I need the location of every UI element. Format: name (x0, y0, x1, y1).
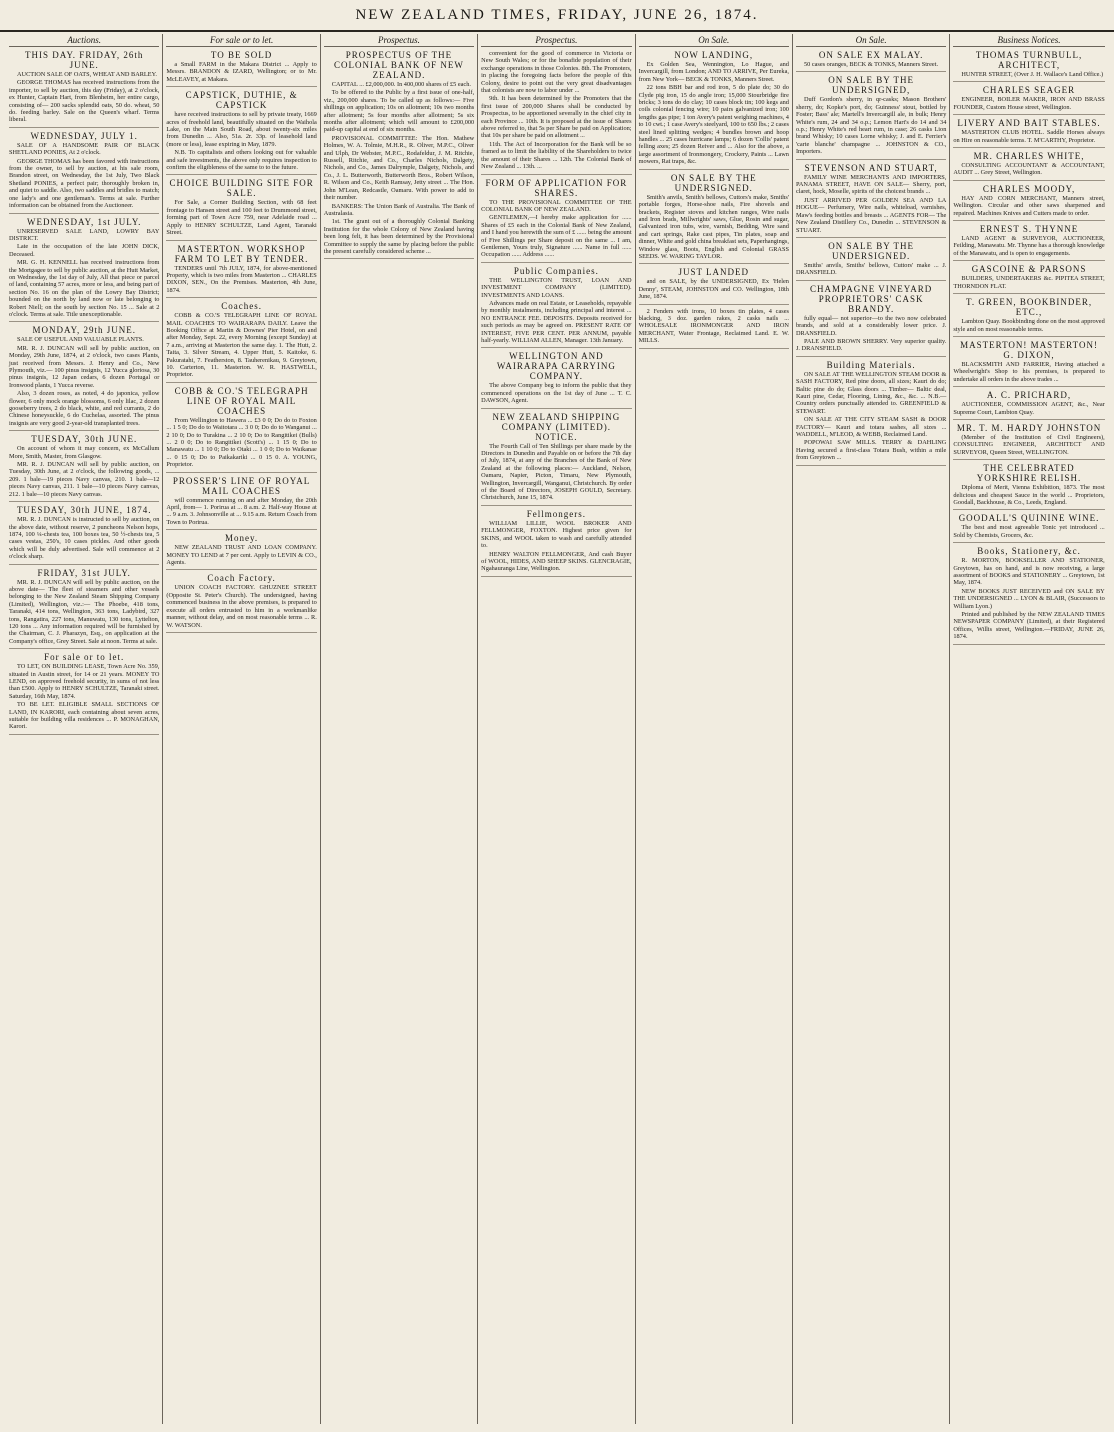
ad-text: TO LET, ON BUILDING LEASE, Town Acre No. 359, situated in Austin street, for 14 or 21 years. MONEY TO LEND, on approved freehold security, in sums of not less than £500. Apply to HENRY SCHULTZE, Taranaki street. Saturday, 16th May, 1874. (9, 663, 160, 700)
ad-text: Also, 3 dozen roses, as noted, 4 do japonica, yellow flower, 6 only mock orange blossoms, 6 only lilac, 2 dozen gooseberry trees, 2 do black, white, and red currants, 2 do Chinese honeysuckle, 6 do Cuchelaa, assorted. The pinus insignis are very good 2-year-old transplanted trees. (9, 390, 160, 427)
ad-heading: STEVENSON AND STUART, (804, 162, 938, 173)
advertisement (953, 513, 1104, 543)
ad-text: The best and most agreeable Tonic yet introduced ... Sold by Chemists, Grocers, &c. (953, 524, 1105, 539)
ad-text: Diploma of Merit, Vienna Exhibition, 1873. The most delicious and cheapest Sauce in the world ... Proprietors, Goodall, Backhouse, & Co., Leeds, England. (953, 484, 1105, 506)
ad-heading: ON SALE BY THE UNDERSIGNED. (670, 172, 757, 193)
ad-heading: NEW ZEALAND SHIPPING COMPANY (LIMITED). NOTICE. (492, 411, 621, 442)
ad-heading: PROSSER'S LINE OF ROYAL MAIL COACHES (172, 475, 311, 496)
ad-heading: LIVERY AND BAIT STABLES. (957, 118, 1101, 129)
ad-heading: FORM OF APPLICATION FOR SHARES. (485, 177, 628, 198)
ad-text: Duff Gordon's sherry, in qr-casks; Mason Brothers' sherry, do; Kopke's port, do; Guinness' stout, bottled by Foster; Bass' ale; Martell's Invercargill ale, in bulk; Henry White's rum, 24 and 34 o.p.; Lemon Hart's do 14 and 34 o.p.; Henry White's red heart rum, in case; 26 casks Lion brand Whisky; 10 cases Lorne whisky; J. and E. Ferrier's 'carte blanche' champagne ... JOHNSTON & CO., Importers. (795, 96, 947, 156)
ad-text: BUILDERS, UNDERTAKERS &c. PIPITEA STREET, THORNDON FLAT. (953, 275, 1105, 290)
ad-heading: THIS DAY. FRIDAY, 26th JUNE. (25, 50, 144, 70)
ad-heading: COBB & CO.'S TELEGRAPH LINE OF ROYAL MAIL COACHES (174, 385, 309, 416)
ad-text: ON SALE AT THE WELLINGTON STEAM DOOR & SASH FACTORY, Red pine doors, all sizes; Kauri do do; Baltic pine do do; Glass doors ... Timber— Baltic deal, Kauri pine, Cedar, Flooring, Lining, &c., &c. ... N.B.—Country orders punctually attended to. GREENFIELD & STEWART. (795, 370, 947, 415)
advertisement (166, 476, 316, 531)
ad-text: On account of whom it may concern, ex McCallum More, Smith, Master, from Glasgow. (9, 445, 160, 460)
advertisement (9, 50, 159, 128)
ad-text: TO BE LET. ELIGIBLE SMALL SECTIONS OF LAND, IN KARORI, each containing about seven acres, suitable for building villa residences ... P. MONAGHAN, Karori. (9, 701, 160, 731)
advertisement (953, 546, 1104, 644)
ad-heading: Public Companies. (513, 265, 599, 276)
section-heading: For sale or to let. (166, 34, 316, 47)
advertisement (796, 50, 946, 72)
masthead: NEW ZEALAND TIMES, FRIDAY, JUNE 26, 1874. (0, 0, 1114, 32)
ad-heading: TUESDAY, 30th JUNE. (31, 434, 138, 445)
ad-text: R. MORTON, BOOKSELLER AND STATIONER, Greytown, has on hand, and is now receiving, a large assortment of BOOKS and STATIONERY ... Greytown, 1st May, 1874. (953, 557, 1105, 587)
ad-text: CAPITAL ... £2,000,000. In 400,000 shares of £5 each. (331, 81, 471, 88)
advertisement (953, 463, 1104, 510)
ad-text: 22 tons BBH bar and rod iron, 5 do plate do; 30 do Clyde pig iron, 15 do angle iron; 15,000 Stourbridge fire bricks; 3 tons do do clay; 10 cases block tin; 100 kegs and coils colonial fencing wire; 10 pairs galvanized iron; 100 lengths gas pipe; 1 ton Avery's patent weighing machines, 4 to 10 cwt.; 1 case Avery's steelyard, 100 to 650 lbs.; 2 cases steel lined splitting wedges; 4 bundles brown and hoop handles ... 25 cases hurricane lamps; 6 dozen 'Collis' patent felling axes; 25 dozen Reiver and ... Also for the above, a large assortment of Ironmongery, Crockery, Paints ... Lawn mowers, Rat traps, &c. (638, 84, 789, 166)
advertisement (166, 178, 316, 240)
ad-heading: JUST LANDED (678, 267, 750, 278)
ad-text: MR. R. J. DUNCAN will sell by public auction, on Tuesday, 30th June, at 2 o'clock, the following goods, ... 209. 1 bale—19 pieces Navy canvas, 210. 1 bale—12 pieces Navy canvas, 211. 1 bale—10 pieces Navy canvas, 212. 1 bale—10 pieces Navy canvas. (9, 461, 160, 498)
ad-text: COBB & CO.'S TELEGRAPH LINE OF ROYAL MAIL COACHES TO WAIRARAPA DAILY. Leave the Booking Office at Martin & Downes' Pier Hotel, on and after Monday, Sept. 22, every Morning (except Sunday) at 7 a.m., arriving at Masterton the same day. 1. The Hutt, 2. Taita, 3. Silver Stream, 4. Upper Hutt, 5. Kaitoke, 6. Pakuratahi, 7. Featherston, 8. Tauherenikau, 9. Greytown, 10. Carterton, 11. Masterton. W. R. HASTWELL, Proprietor. (166, 312, 317, 379)
ad-text: 1st. The grant out of a thoroughly Colonial Banking Institution for the whole Colony of New Zealand having been long felt, it has been determined by the Provisional Committee to supply the same by placing before the public the present carefully considered scheme ... (323, 218, 475, 255)
column (6, 34, 163, 1424)
ad-heading: PROSPECTUS OF THE COLONIAL BANK OF NEW ZEALAND. (334, 50, 464, 80)
ad-text: a Small FARM in the Makara District ... Apply to Messrs. BRANDON & IZARD, Wellington; or to Mr. McLEAVEY, at Makara. (166, 61, 317, 83)
column (163, 34, 320, 1424)
advertisement (953, 184, 1104, 221)
ad-text: will commence running on and after Monday, the 20th April, from— 1. Porirua at ... 8 a.m. 2. Half-way House at ... 9 a.m. 3. Johnsonville at ... 9.15 a.m. Return Coach from Town to Porirua. (166, 496, 317, 526)
advertisement (796, 360, 946, 466)
ad-text: BANKERS: The Union Bank of Australia. The Bank of Australasia. (323, 202, 475, 217)
section-heading: Auctions. (9, 34, 159, 47)
ad-heading: MASTERTON. WORKSHOP FARM TO LET BY TENDER. (174, 243, 309, 264)
ad-heading: TUESDAY, 30th JUNE, 1874. (16, 505, 152, 516)
ad-heading: ERNEST S. THYNNE (979, 224, 1079, 235)
ad-text: Advances made on real Estate, or Leaseholds, repayable by monthly instalments, including principal and interest ... NO ENTRANCE FEE. DEPOSITS. Deposits received for such periods as may be agreed on. PRESENT RATE OF INTEREST, FIVE PER CENT. PER ANNUM, payable half-yearly. WILLIAM ALLEN, Manager. 13th January. (481, 299, 632, 344)
ad-text: Late in the occupation of the late JOHN DICK, Deceased. (9, 243, 160, 258)
ad-text: Printed and published by the NEW ZEALAND TIMES NEWSPAPER COMPANY (Limited), at their Registered Offices, Willis street, Wellington.—FRIDAY, JUNE 26, 1874. (953, 611, 1105, 641)
ad-text: fully equal— not superior—to the two now celebrated brands, and sold at a considerably lower price. J. DRANSFIELD. (795, 314, 947, 337)
ad-text: FAMILY WINE MERCHANTS AND IMPORTERS, PANAMA STREET, HAVE ON SALE— Sherry, port, claret, hock, Moselle, spirits of the choicest brands ... (795, 173, 947, 196)
advertisement (481, 178, 631, 263)
column (950, 34, 1107, 1424)
ad-heading: GOODALL'S QUININE WINE. (958, 513, 1100, 524)
advertisement (639, 308, 789, 349)
ad-text: MR. R. J. DUNCAN will sell by public auction, on the above date— The fleet of steamers and other vessels belonging to the New Zealand Steam Shipping Company (Limited), Wellington, viz.:— The Phoebe, 418 tons, Taranaki, 414 tons, Wellington, 363 tons, Ladybird, 327 tons, Rangatira, 227 tons, Manuwatu, 130 tons, Lyttelton, 120 tons ... Any information required will be furnished by the Chairman, C. J. Pharazyn, Esq., on application at the Company's office, Grey Street. Sale at noon. Terms at sale. (9, 578, 160, 645)
ad-heading: ON SALE BY THE UNDERSIGNED. (828, 240, 915, 261)
ad-heading: CHOICE BUILDING SITE FOR SALE. (169, 178, 314, 199)
ad-heading: CAPSTICK, DUTHIE, & CAPSTICK (185, 90, 298, 111)
ad-heading: MONDAY, 29th JUNE. (32, 325, 136, 336)
advertisement (639, 50, 789, 170)
newspaper-columns (6, 34, 1108, 1424)
advertisement (9, 131, 159, 214)
ad-text: LAND AGENT & SURVEYOR, AUCTIONEER, Feilding, Manawatu. Mr. Thynne has a thorough knowledge of the Manawatu, and is open to engagements. (953, 235, 1105, 257)
ad-text: NEW BOOKS JUST RECEIVED and ON SALE BY THE UNDERSIGNED ... LYON & BLAIR, (Successors to William Lyon.) (953, 587, 1105, 610)
ad-text: have received instructions to sell by private treaty, 1669 acres of freehold land, beautifully situated on the Waihola Lake, on the Main South Road, about twenty-six miles from Dunedin ... Also, 51a. 2r. 33p. of leasehold land (more or less), lease expiring in May, 1879. (166, 111, 317, 148)
advertisement (953, 423, 1104, 460)
ad-text: PALE AND BROWN SHERRY. Very superior quality. J. DRANSFIELD. (795, 337, 947, 353)
ad-heading: A. C. PRICHARD, (986, 390, 1072, 401)
ad-text: BLACKSMITH AND FARRIER, Having attached a Wheelwright's Shop to his premises, is prepared to undertake all orders in the above trades ... (953, 360, 1105, 383)
ad-text: WILLIAM LILLIE, WOOL BROKER AND FELLMONGER, FOXTON. Highest price given for SKINS, and WOOL taken to wash and carefully attended to. (481, 519, 632, 550)
advertisement (481, 412, 631, 506)
ad-text: HENRY WALTON FELLMONGER, And cash Buyer of WOOL, HIDES, AND SHEEP SKINS. GLENCRAGIE, Ngahauranga Line, Wellington. (481, 550, 632, 573)
advertisement (481, 509, 631, 577)
ad-heading: WELLINGTON AND WAIRARAPA CARRYING COMPANY. (496, 351, 616, 382)
ad-heading: MASTERTON! MASTERTON! G. DIXON, (960, 339, 1098, 360)
ad-heading: TO BE SOLD (210, 50, 273, 60)
advertisement (953, 390, 1104, 420)
advertisement (9, 652, 159, 735)
ad-text: Ex Golden Sea, Wennington, Lo Hague, and Invercargill, from London; AND TO ARRIVE, Per Eureka, from New York— BECK & TONKS, Manners Street. (638, 61, 789, 83)
ad-text: MR. G. H. KENNELL has received instructions from the Mortgagee to sell by public auction, at the Hutt Market, on Wednesday, the 1st day of July, All that piece or parcel of land, containing 57 acres, more or less, and being part of section No. 16 on the plan of the Lowry Bay District; bounded on the north by land now or late belonging to Robert Niell; on the south by section No. 15 ... Sale at 2 o'clock. Terms at sale. Title unexceptionable. (9, 259, 160, 318)
ad-heading: MR. CHARLES WHITE, (973, 151, 1085, 162)
ad-text: 9th. It has been determined by the Promoters that the first issue of 200,000 Shares shall be conducted by Prospectus, to be apportioned severally in the chief city in each Province ... 10th. It is proposed at the issue of Shares above referred to, that 5s per Share be paid on Application; that 10s per share be paid on allotment ... (481, 95, 632, 140)
advertisement (9, 505, 159, 564)
ad-text: N.B. To capitalists and others looking out for valuable and safe investments, the above only requires inspection to confirm the eligibleness of the same to to the future. (166, 149, 317, 172)
ad-heading: ON SALE BY THE UNDERSIGNED, (828, 75, 915, 96)
advertisement (953, 224, 1104, 261)
ad-text: Lambton Quay. Bookbinding done on the most approved style and on most reasonable terms. (953, 318, 1105, 333)
ad-text: UNION COACH FACTORY. GHUZNEE STREET (Opposite St. Peter's Church). The undersigned, having commenced business in the above premises, is prepared to execute all orders entrusted to him in a workmanlike manner, without delay, and on most reasonable terms ... R. W. WATSON. (166, 584, 317, 629)
ad-text: MASTERTON CLUB HOTEL. Saddle Horses always on Hire on reasonable terms. T. M'CARTHY, Proprietor. (953, 129, 1105, 144)
ad-text: ENGINEER, BOILER MAKER, IRON AND BRASS FOUNDER, Custom House street, Wellington. (953, 96, 1105, 111)
advertisement (953, 264, 1104, 294)
advertisement (953, 118, 1104, 148)
advertisement (166, 301, 316, 383)
ad-text: NEW ZEALAND TRUST AND LOAN COMPANY. MONEY TO LEND at 7 per cent. Apply to LEVIN & CO., Agents. (166, 544, 317, 567)
ad-heading: Coaches. (221, 301, 262, 312)
advertisement (953, 85, 1104, 115)
ad-heading: Coach Factory. (207, 573, 276, 584)
section-heading: Prospectus. (481, 34, 631, 47)
ad-text: 11th. The Act of Incorporation for the Bank will be so framed as to limit the liability of the Shareholders to twice the amount of their Shares ... 12th. The Colonial Bank of New Zealand ... 13th. ... (481, 140, 632, 171)
ad-heading: WEDNESDAY, 1st JULY. (26, 216, 142, 227)
advertisement (166, 90, 316, 175)
ad-text: AUCTION SALE OF OATS, WHEAT AND BARLEY. (17, 71, 157, 78)
ad-text: and on SALE, by the UNDERSIGNED, Ex 'Helen Denny', STEAM, JOHNSTON and CO. Wellington, 18th June, 1874. (638, 278, 789, 301)
column (636, 34, 793, 1424)
ad-text: SALE OF USEFUL AND VALUABLE PLANTS. (17, 336, 144, 344)
section-heading: On Sale. (796, 34, 946, 47)
ad-text: JUST ARRIVED PER GOLDEN SEA AND LA HOGUE— Perfumery, Wire nails, whiteload, varnishes, Maw's feeding bottles and breasts ... AGENTS FOR— The New Zealand Distillery Co., Dunedin ... STEVENSON & STUART. (795, 196, 947, 234)
ad-heading: CHARLES MOODY, (982, 183, 1076, 194)
ad-heading: ON SALE EX MALAY. (818, 50, 924, 60)
ad-heading: THE CELEBRATED YORKSHIRE RELISH. (976, 463, 1082, 484)
advertisement (481, 266, 631, 349)
column (478, 34, 635, 1424)
ad-text: To be offered to the Public by a first issue of one-half, viz., 200,000 shares. To be called up as follows:— Five shillings on application; 10s on allotment; 10s two months after allotment; 5s four months after allotment; 5s six months after allotment; which will amount to £200,000 paid-up capital at end of six months. (323, 89, 475, 134)
advertisement (9, 568, 159, 650)
ad-heading: FRIDAY, 31st JULY. (37, 567, 131, 578)
advertisement (639, 173, 789, 265)
advertisement (166, 386, 316, 473)
advertisement (481, 50, 631, 175)
section-heading: On Sale. (639, 34, 789, 47)
advertisement (9, 434, 159, 502)
ad-heading: WEDNESDAY, JULY 1. (30, 130, 138, 141)
ad-text: SALE OF A HANDSOME PAIR OF BLACK SHETLAND PONIES, At 2 o'clock. (9, 141, 160, 157)
ad-text: PROVISIONAL COMMITTEE: The Hon. Mathew Holmes, W. A. Tolmie, M.H.R., R. Oliver, M.P.C., Oliver and Ulph, Dr Webster, M.P.C., Rodafeldur, J. M. Ritchie, Russell, Ritchie, and Co., Charles Nichols, Dalgety, Nichols, and Co., James Dalrymple, Dalgety, Nichols, and Co., J. L. Butterworth, Butterworth Bros., Robert Wilson, R. Wilson and Co., Keith Ramsay, Jetty street ... The Hon. John M'Lean, Redcastle, Oamaru. With power to add to their number. (323, 134, 475, 202)
advertisement (953, 297, 1104, 337)
advertisement (953, 340, 1104, 387)
ad-heading: Money. (225, 533, 259, 544)
ad-heading: THOMAS TURNBULL, ARCHITECT, (975, 50, 1083, 70)
advertisement (166, 50, 316, 87)
ad-text: For Sale, a Corner Building Section, with 68 feet frontage to Hansen street and 100 feet to Drummond street, forming part of Town Acre 759, near Adelaide road ... Apply to HENRY SCHULTZE, Land Agent, Taranaki Street. (166, 199, 317, 237)
advertisement (639, 267, 789, 304)
advertisement (9, 217, 159, 323)
ad-heading: MR. T. M. HARDY JOHNSTON (956, 422, 1102, 433)
advertisement (481, 351, 631, 408)
ad-text: 2 Fenders with irons, 10 boxes tin plates, 4 cases blacking, 3 doz. garden rakes, 2 casks nails ... WHOLESALE IRONMONGER AND IRON MERCHANT, Water Frontage, Reclaimed Land. E. W. MILLS. (638, 307, 789, 345)
ad-text: (Member of the Institution of Civil Engineers), CONSULTING ENGINEER, ARCHITECT AND SURVEYOR, Queen Street, WELLINGTON. (953, 433, 1105, 456)
ad-heading: NOW LANDING, (674, 50, 754, 60)
ad-text: AUCTIONEER, COMMISSION AGENT, &c., Near Supreme Court, Lambton Quay. (953, 401, 1105, 416)
ad-text: POPOWAI SAW MILLS. TERRY & DAHLING Having secured a first-class Totara Bush, within a mile from Greytown ... (795, 439, 947, 462)
advertisement (166, 573, 316, 632)
ad-text: TO THE PROVISIONAL COMMITTEE OF THE COLONIAL BANK OF NEW ZEALAND. (481, 198, 632, 213)
ad-text: TENDERS until 7th JULY, 1874, for above-mentioned Property, which is two miles from Masterton ... CHARLES DIXON, SEN., On the Premises. Masterton, 4th June, 1874. (166, 264, 317, 294)
ad-text: 50 cases oranges, BECK & TONKS, Manners Street. (803, 61, 939, 68)
ad-text: CONSULTING ACCOUNTANT & ACCOUNTANT, AUDIT ... Grey Street, Wellington. (953, 162, 1105, 177)
section-heading: Business Notices. (953, 34, 1104, 47)
advertisement (953, 151, 1104, 181)
column (793, 34, 950, 1424)
advertisement (166, 244, 316, 299)
ad-text: ON SALE AT THE CITY STEAM SASH & DOOR FACTORY— Kauri and totara sashes, all sizes ... WADDELL, M'LEOD, & WEBB, Reclaimed Land. (795, 416, 947, 438)
advertisement (166, 533, 316, 570)
ad-heading: GASCOINE & PARSONS (971, 264, 1087, 275)
advertisement (324, 50, 474, 259)
ad-text: GEORGE THOMAS has received instructions from the importer, to sell by auction, this day (Friday), at 2 o'clock, ex Hunter, Captain Hart, from Blenheim, her entire cargo, consisting of— 200 sacks splendid oats, 50 do. wheat, 50 do. feeding barley. Sale on the Queen's wharf. Terms liberal. (9, 79, 160, 124)
ad-heading: For sale or to let. (44, 652, 125, 663)
ad-text: convenient for the good of commerce in Victoria or New South Wales; or for the bonafide population of their exchange operations in those Colonies. 8th. The Promoters, in placing the foregoing facts before the people of this Colony, desire to point out the very great disadvantages that colonists are now to labor under ... (481, 50, 632, 95)
advertisement (953, 50, 1104, 82)
ad-heading: CHARLES SEAGER (982, 85, 1076, 96)
ad-text: MR. R. J. DUNCAN will sell by public auction, on Monday, 29th June, 1874, at 2 o'clock, two cases Plants, just received from Messrs. J. Henry and Co., New Plymouth, viz.— 100 pinus insignis, 12 Yucca gloriosa, 30 pinus insignis, 12 Japan cedars, 6 dozen Portugal or Ironwood plants, 1 Yucca reverse. (9, 344, 160, 389)
ad-text: UNRESERVED SALE LAND, LOWRY BAY DISTRICT. (9, 227, 160, 242)
ad-heading: T. GREEN, BOOKBINDER, ETC., (966, 297, 1093, 318)
section-heading: Prospectus. (324, 34, 474, 47)
advertisement (9, 325, 159, 431)
ad-text: Smiths' anvils, Smiths' bellows, Cuttors' make ... J. DRANSFIELD. (795, 261, 947, 277)
ad-heading: CHAMPAGNE VINEYARD PROPRIETORS' CASK BRANDY. (810, 283, 933, 314)
ad-heading: Fellmongers. (526, 508, 586, 519)
ad-text: THE WELLINGTON TRUST, LOAN AND INVESTMENT COMPANY (LIMITED). INVESTMENTS AND LOANS. (481, 276, 632, 299)
ad-heading: Books, Stationery, &c. (977, 546, 1081, 557)
advertisement (796, 75, 946, 159)
ad-text: Smith's anvils, Smith's bellows, Cuttors's make, Smiths' portable forges, Horse-shoe nails, Fire shovels and brackets, Register stoves and kitchen ranges, Wire nails and Iron brads, Millwrights' saws, Glue, Rosin and sugar, Galvanized iron tubs, wire, varnish, Bedding, Wire sand and cart springs, Rake cast pipes, Tin plates, soap and dinner, White and gold china breakfast sets, Paperhangings, Window glass, Boots, English and Colonial GRASS SEEDS. W. WARING TAYLOR. (638, 193, 789, 260)
ad-text: The Fourth Call of Ten Shillings per share made by the Directors in Dunedin and Payable on or before the 7th day of July, 1874, at any of the Branches of the Bank of New Zealand at the following places:— Auckland, Nelson, Oamaru, Napier, Picton, Timaru, New Plymouth, Wellington, Invercargill, Wanganui, Christchurch. By order of the Board of Directors, JOSEPH GOULD, Secretary. Christchurch, June 15, 1874. (481, 442, 632, 502)
ad-text: MR. R. J. DUNCAN is instructed to sell by auction, on the above date, without reserve, 2 puncheons Nelson hops, 1874, 100 ¼-chests tea, 100 boxes tea, 50 ½-chests tea, 5 cases vestas, 250's, 10 cases pickles. And other goods which will be duly advertised. Sale will commence at 2 o'clock sharp. (9, 516, 160, 561)
advertisement (796, 163, 946, 238)
advertisement (796, 284, 946, 357)
advertisement (796, 241, 946, 281)
ad-text: HUNTER STREET, (Over J. H. Wallace's Land Office.) (961, 71, 1104, 78)
column (321, 34, 478, 1424)
ad-text: The above Company beg to inform the public that they commenced operations on the 1st day of June ... T. C. DAWSON, Agent. (481, 382, 632, 405)
ad-text: GENTLEMEN,—I hereby make application for ...... Shares of £5 each in the Colonial Bank of New Zealand, and I hand you herewith the sum of £ ...... being the amount of Five Shillings per Share deposit on the same ... I am, Gentlemen, Yours truly, Signature ...... Name in full ...... Occupation ...... Address ...... (481, 214, 632, 259)
ad-text: HAY AND CORN MERCHANT, Manners street, Wellington. Circular and other saws sharpened and repaired. Machines Knives and Cutters made to order. (953, 194, 1105, 217)
ad-text: From Wellington to Hawera ... £3 0 0; Do do to Foxton ... 1 5 0; Do do to Waitotara ... 3 0 0; Do do to Wanganui ... 2 10 0; Do to Turakina ... 2 10 0; Do to Rangitikei (Bulls) ... 2 0 0; Do to Rangitikei (Scott's) ... 1 15 0; Do to Manawatu ... 1 10 0; Do to Otaki ... 1 0 0; Do to Waikanae ... 0 15 0; Do to Paikakariki ... 0 15 0. A. YOUNG, Proprietor. (166, 416, 317, 469)
ad-text: GEORGE THOMAS has been favored with instructions from the owner, to sell by auction, at his sale room, Brandon street, on Wednesday, the 1st July, Two Black Shetland PONIES, a perfect pair; thoroughly broken in, and quiet to saddle. Also, two saddles and bridles to match; one lady's and one gentleman's. Terms at sale. Further information can be obtained from the Auctioneer. (9, 157, 160, 210)
ad-heading: Building Materials. (826, 359, 916, 370)
